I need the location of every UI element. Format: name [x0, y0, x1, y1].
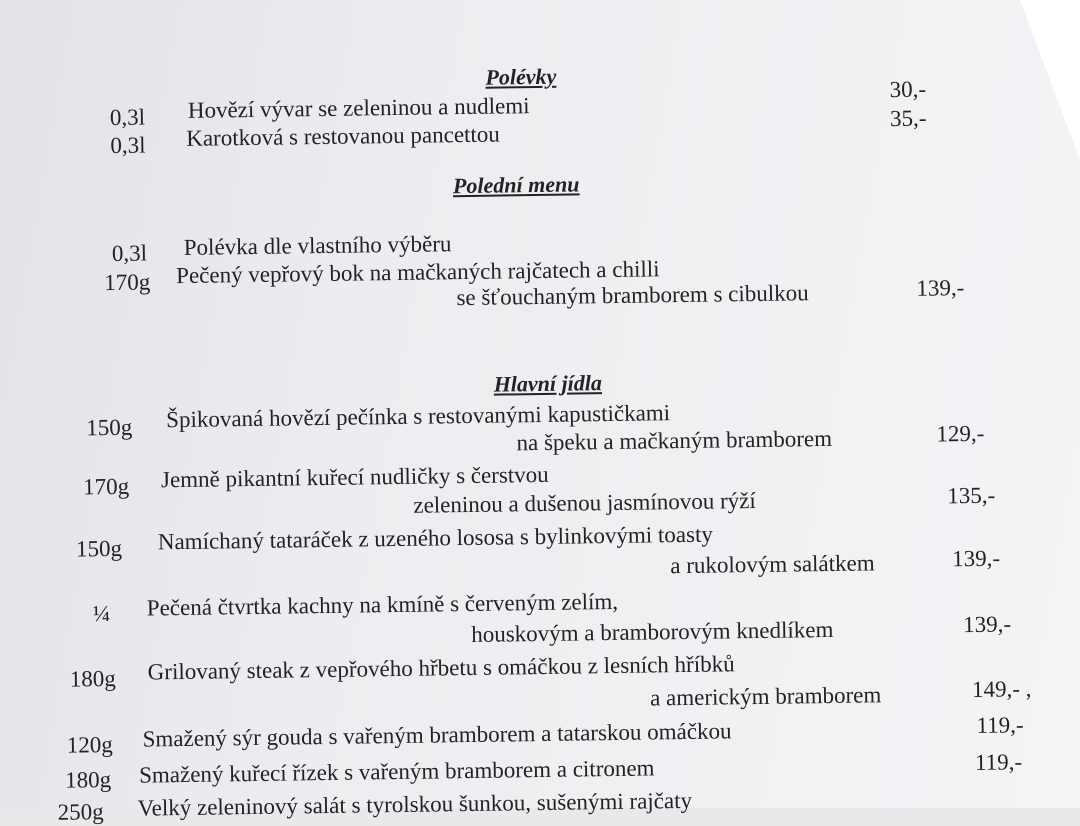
- item-price: 135,-: [947, 482, 996, 509]
- section-title-hlavni-jidla: Hlavní jídla: [493, 370, 603, 397]
- item-name: Velký zeleninový salát s tyrolskou šunkou, sušenými rajčaty: [137, 787, 693, 821]
- item-qty: 170g: [104, 269, 151, 296]
- item-name: Karotková s restovanou pancettou: [186, 121, 501, 151]
- item-price: 129,-: [936, 420, 985, 447]
- item-qty: 0,3l: [109, 104, 146, 130]
- item-name: Polévka dle vlastního výběru: [183, 231, 452, 260]
- item-qty: 150g: [86, 414, 133, 441]
- item-name-continued: se šťouchaným bramborem s cibulkou: [456, 280, 809, 311]
- item-price: 139,-: [962, 611, 1012, 638]
- item-name: Smažený kuřecí řízek s vařeným bramborem a citronem: [138, 755, 655, 788]
- item-name-continued: a americkým bramborem: [649, 682, 882, 711]
- item-qty: 180g: [65, 767, 112, 793]
- item-price: 119,-: [974, 749, 1023, 775]
- item-name-continued: a rukolovým salátkem: [670, 550, 875, 579]
- item-price: 149,- ,: [971, 676, 1032, 702]
- item-name-continued: zeleninou a dušenou jasmínovou rýží: [413, 487, 756, 518]
- item-qty: 0,3l: [111, 240, 148, 266]
- item-qty: 180g: [69, 665, 116, 692]
- item-price: 119,-: [976, 712, 1024, 738]
- item-name: Grilovaný steak z vepřového hřbetu s omáčkou z lesních hříbků: [147, 651, 735, 685]
- item-price: 30,-: [889, 76, 927, 103]
- item-name: Smažený sýr gouda s vařeným bramborem a tatarskou omáčkou: [142, 718, 732, 752]
- item-price: 139,-: [916, 275, 965, 301]
- item-name: Špikovaná hovězí pečínka s restovanými kapustičkami: [166, 400, 671, 433]
- item-qty: 150g: [75, 535, 123, 562]
- item-qty: 170g: [82, 473, 130, 500]
- item-name: Pečená čtvrtka kachny na kmíně s červeným zelím,: [146, 588, 619, 621]
- item-qty: 0,3l: [110, 132, 146, 158]
- item-name: Namíchaný tataráček z uzeného lososa s bylinkovými toasty: [157, 521, 714, 555]
- item-qty: ¼: [92, 601, 111, 627]
- item-name-continued: na špeku a mačkaným bramborem: [516, 425, 833, 456]
- section-title-polevky: Polévky: [485, 63, 557, 90]
- item-qty: 250g: [57, 799, 104, 825]
- item-price: 35,-: [889, 105, 927, 132]
- item-name: Hovězí vývar se zeleninou a nudlemi: [187, 93, 530, 123]
- item-price: 139,-: [952, 545, 1001, 572]
- section-title-poledni-menu: Polední menu: [452, 171, 580, 199]
- item-name: Pečený vepřový bok na mačkaných rajčatech a chilli: [175, 256, 660, 289]
- item-name-continued: houskovým a bramborovým knedlíkem: [471, 616, 834, 647]
- item-name: Jemně pikantní kuřecí nudličky s čerstvou: [160, 461, 549, 493]
- item-qty: 120g: [66, 732, 113, 758]
